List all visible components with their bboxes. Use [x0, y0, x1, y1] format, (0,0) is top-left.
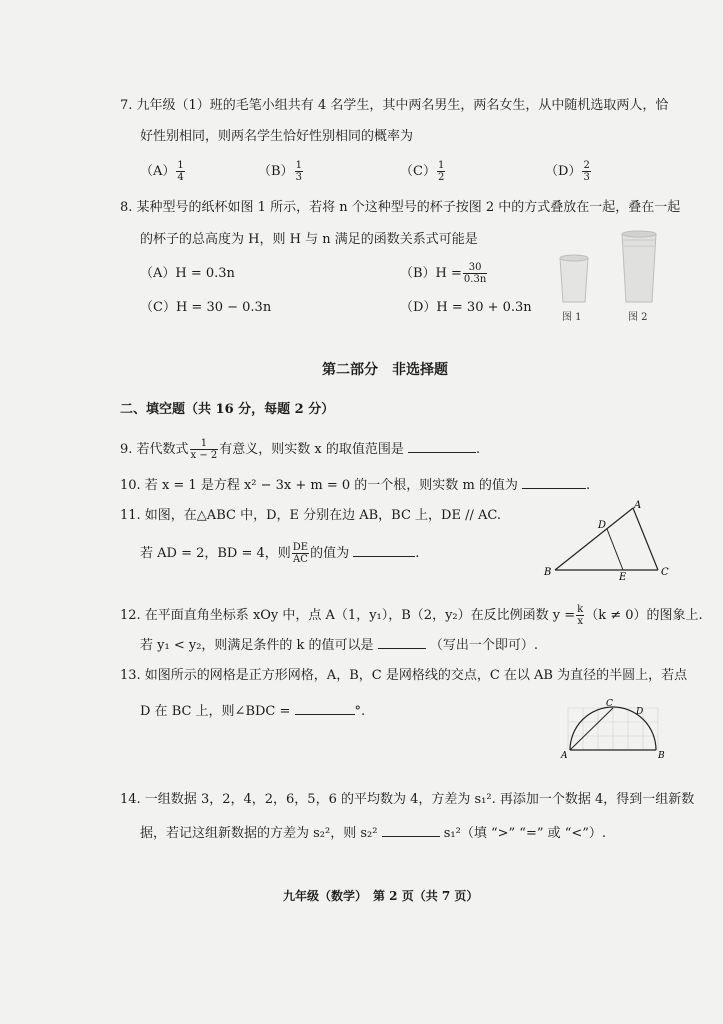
q12-line1: 12. 在平面直角坐标系 xOy 中，点 A（1，y₁），B（2，y₂）在反比例函数 y = $\frac{k}{x}$ （k ≠ 0）的图象上.: [120, 604, 703, 627]
section-title: 第二部分 非选择题: [322, 362, 448, 378]
q7-line2: 好性别相同，则两名学生恰好性别相同的概率为: [140, 129, 414, 144]
q12-answer-blank[interactable]: [378, 636, 426, 649]
q8-option-c: （C）H = 30 − 0.3n: [140, 300, 272, 315]
label-c: C: [661, 567, 669, 578]
fraction: $\frac{DE}{AC}$: [292, 542, 309, 565]
q14-answer-blank[interactable]: [382, 824, 440, 837]
option-label: （A）: [140, 164, 176, 179]
chord-ac: [570, 708, 613, 750]
q8-option-a: （A）H = 0.3n: [140, 266, 235, 281]
fig2-caption: 图 2: [628, 312, 648, 323]
label-a: A: [561, 751, 568, 761]
q13-line2: D 在 BC 上，则∠BDC = °.: [140, 704, 366, 719]
label-c: C: [606, 699, 613, 709]
square-grid: [568, 708, 658, 750]
part2-header: 二、填空题（共 16 分，每题 2 分）: [120, 402, 335, 417]
q13-answer-blank[interactable]: [295, 702, 355, 715]
q8-option-b: （B）H = $\frac{30}{0.3n}$: [400, 262, 487, 285]
q11-line1: 11. 如图，在△ABC 中，D，E 分别在边 AB，BC 上，DE // AC.: [120, 508, 501, 523]
cup-figure-2: [622, 231, 656, 302]
cup-figure-1: [560, 255, 588, 302]
q12-line2: 若 y₁ < y₂，则满足条件的 k 的值可以是 （写出一个即可）.: [140, 638, 538, 653]
q7-option-a: [140, 160, 186, 183]
fraction: $\frac{1}{x - 2}$: [190, 438, 218, 461]
side-ac: [633, 508, 658, 570]
fraction: $\frac{1}{4}$: [177, 160, 184, 183]
q8-line1: 8. 某种型号的纸杯如图 1 所示，若将 n 个这种型号的杯子按图 2 中的方式叠放在一起，叠在一起: [120, 200, 681, 215]
q7-option-d: [545, 160, 592, 183]
option-label: （D）: [545, 164, 582, 179]
option-label: （B）: [258, 164, 294, 179]
q10-answer-blank[interactable]: [522, 476, 586, 489]
label-b: B: [658, 751, 665, 761]
semicircle-grid-figure: [558, 696, 668, 762]
label-a: A: [634, 500, 642, 511]
label-b: B: [544, 567, 552, 578]
fraction: $\frac{1}{2}$: [437, 160, 445, 183]
fig1-caption: 图 1: [562, 312, 582, 323]
fraction: $\frac{1}{3}$: [295, 160, 302, 183]
q11-line2: 若 AD = 2，BD = 4，则 $\frac{DE}{AC}$ 的值为 .: [140, 542, 420, 565]
q11-answer-blank[interactable]: [353, 544, 415, 557]
q14-line1: 14. 一组数据 3，2，4，2，6，5，6 的平均数为 4，方差为 s₁². 再添加一个数据 4，得到一组新数: [120, 792, 695, 807]
page-footer: 九年级（数学） 第 2 页（共 7 页）: [283, 889, 479, 903]
q8-line2: 的杯子的总高度为 H，则 H 与 n 满足的函数关系式可能是: [140, 232, 478, 247]
q9-text: 9. 若代数式 $\frac{1}{x - 2}$ 有意义，则实数 x 的取值范围是 .: [120, 438, 481, 461]
label-d: D: [598, 520, 607, 531]
q13-line1: 13. 如图所示的网格是正方形网格，A，B，C 是网格线的交点，C 在以 AB 为直径的半圆上，若点: [120, 668, 688, 683]
segment-de: [607, 529, 623, 570]
q7-option-c: [400, 160, 446, 183]
fraction: $\frac{2}{3}$: [583, 160, 590, 183]
q8-option-d: （D）H = 30 + 0.3n: [400, 300, 532, 315]
q7-option-b: [258, 160, 304, 183]
triangle-figure: [540, 498, 680, 582]
q14-line2: 据，若记这组新数据的方差为 s₂²，则 s₂² s₁²（填 “>” “=” 或 “<”）.: [140, 826, 607, 841]
q7-line1: 7. 九年级（1）班的毛笔小组共有 4 名学生，其中两名男生，两名女生，从中随机选取两人，恰: [120, 98, 669, 113]
fraction: $\frac{k}{x}$: [577, 604, 584, 627]
side-ab: [555, 508, 633, 570]
label-d: D: [636, 707, 644, 717]
q10-text: 10. 若 x = 1 是方程 x² − 3x + m = 0 的一个根，则实数 m 的值为 .: [120, 478, 591, 493]
label-e: E: [619, 572, 627, 582]
fraction: $\frac{30}{0.3n}$: [463, 262, 487, 285]
option-label: （C）: [400, 164, 436, 179]
q9-answer-blank[interactable]: [408, 440, 476, 453]
paper-cup-figure: [548, 228, 668, 328]
